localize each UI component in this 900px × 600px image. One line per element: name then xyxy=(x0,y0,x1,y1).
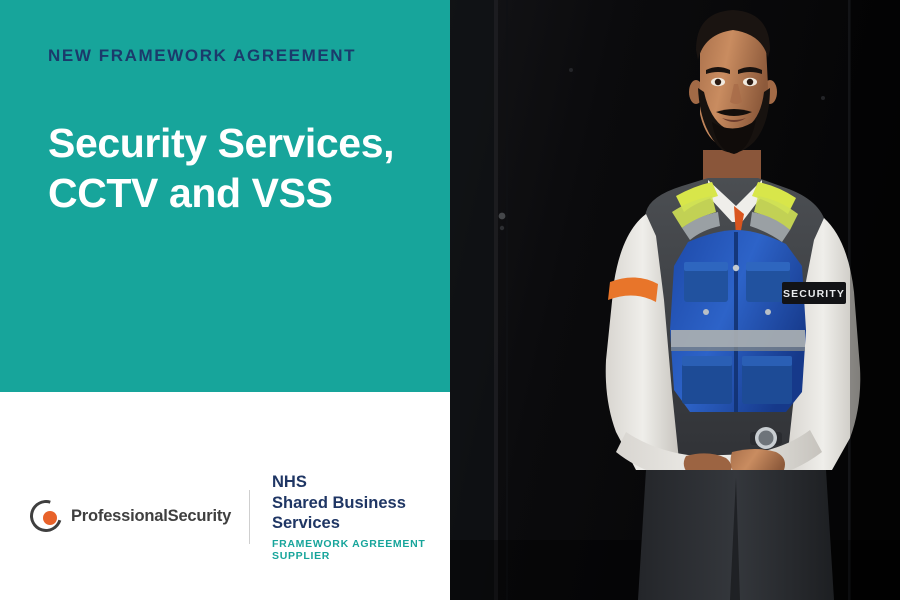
nhs-label: NHS xyxy=(271,473,307,491)
teal-headline-panel xyxy=(0,0,450,392)
framework-supplier-label: FRAMEWORK AGREEMENT SUPPLIER xyxy=(271,537,426,562)
nhs-sbs-label: Shared Business Services xyxy=(271,493,406,533)
page-title xyxy=(48,118,428,218)
logo-divider xyxy=(249,490,250,544)
headline-line-1: Security Services, xyxy=(48,120,395,166)
professional-security-wordmark xyxy=(71,507,231,526)
headline-line-2: CCTV and VSS xyxy=(48,170,333,217)
professional-security-logo xyxy=(30,500,249,534)
security-officer-photo xyxy=(450,0,900,600)
svg-text:SECURITY: SECURITY xyxy=(783,288,845,300)
nhs-sbs-logo xyxy=(270,472,450,562)
logo-band xyxy=(0,392,450,600)
circle-c-mark-icon xyxy=(30,500,64,534)
logo-row xyxy=(30,472,450,562)
eyebrow-label: NEW FRAMEWORK AGREEMENT xyxy=(48,46,357,65)
ps-word-professional: Professional xyxy=(71,507,168,526)
ps-word-security: Security xyxy=(167,507,232,526)
